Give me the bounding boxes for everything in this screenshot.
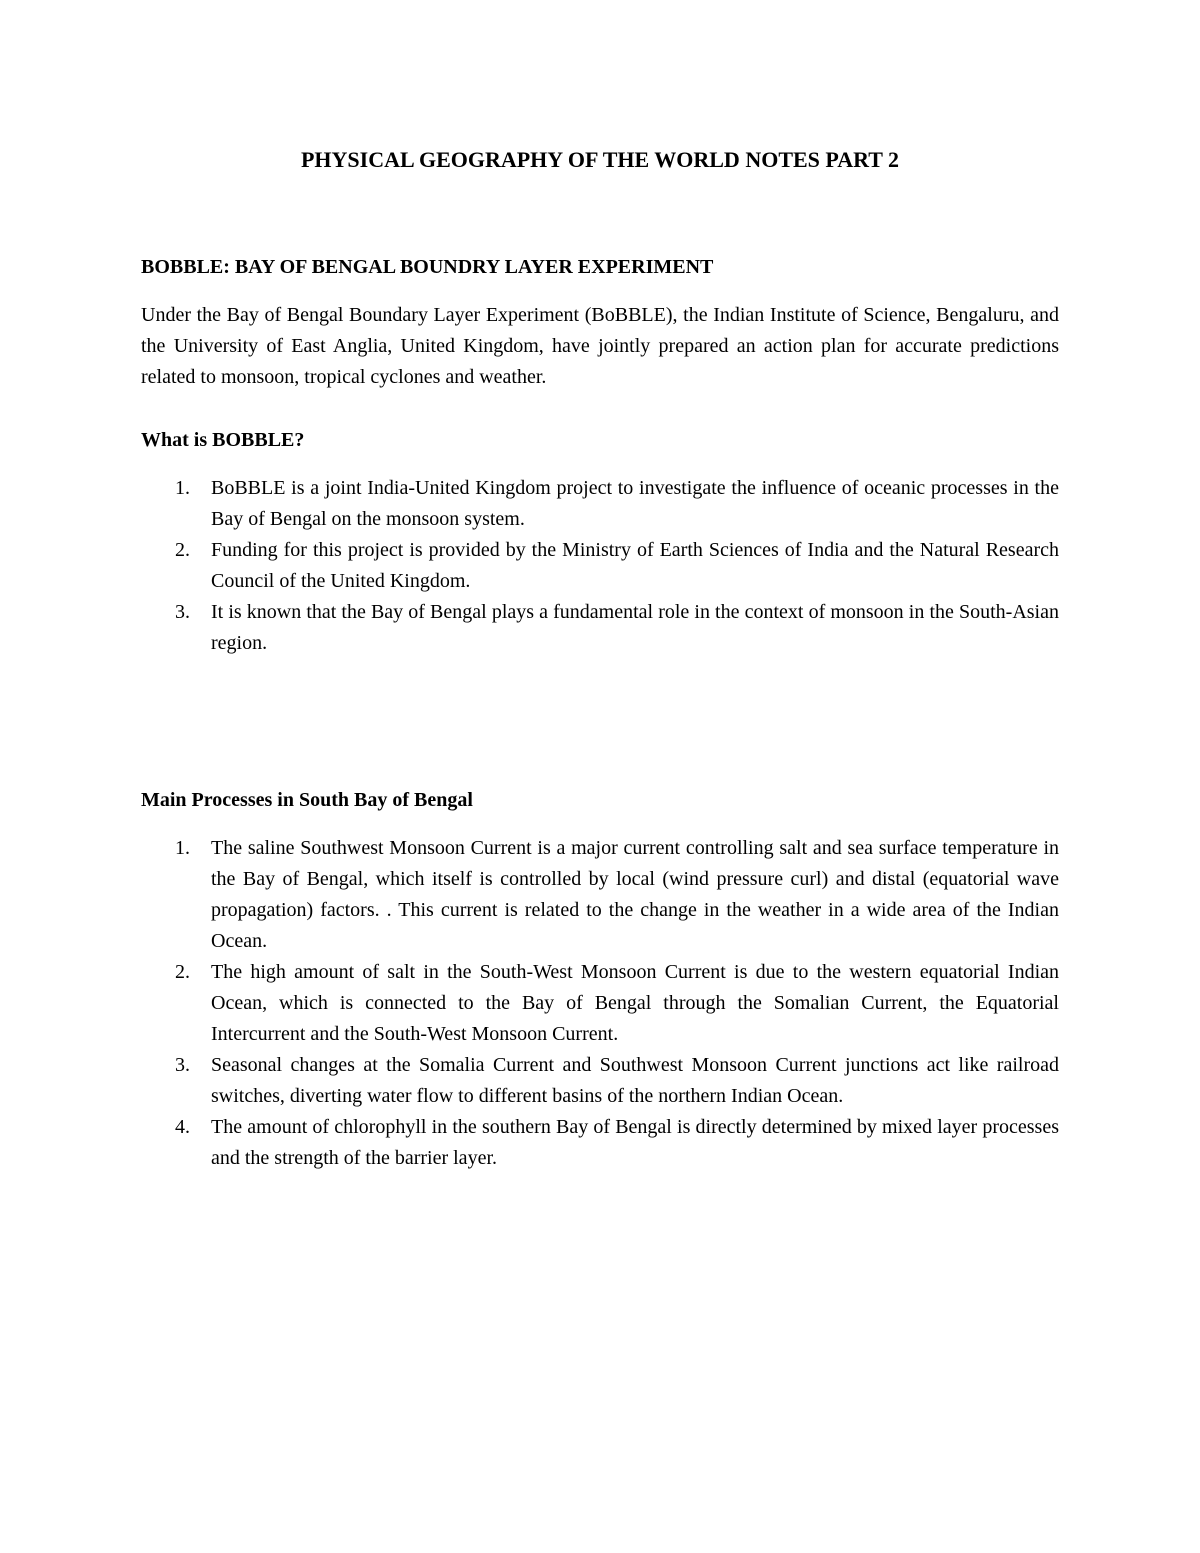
document-body [141,146,1059,1174]
list-item-text: The amount of chlorophyll in the southern Bay of Bengal is directly determined by mixed layer processes and the strength of the barrier layer. [211,1116,1059,1169]
document-title: PHYSICAL GEOGRAPHY OF THE WORLD NOTES PART 2 [300,147,899,172]
main-processes-list [141,833,1059,1174]
list-item [141,1112,1059,1174]
list-item [141,473,1059,535]
what-is-bobble-list [141,473,1059,659]
list-item [141,957,1059,1050]
list-item [141,535,1059,597]
list-item-text: Seasonal changes at the Somalia Current and Southwest Monsoon Current junctions act like railroad switches, diverting water flow to different basins of the northern Indian Ocean. [211,1054,1059,1107]
list-item-text: It is known that the Bay of Bengal plays a fundamental role in the context of monsoon in the South-Asian region. [211,601,1059,654]
list-item-number: 2. [175,539,190,561]
list-item-text: The saline Southwest Monsoon Current is a major current controlling salt and sea surface temperature in the Bay of Bengal, which itself is controlled by local (wind pressure curl) and distal (equatorial wave propagation) factors. . This current is related to the change in the weather in a wide area of the Indian Ocean. [211,837,1059,952]
list-item [141,1050,1059,1112]
list-item-text: Funding for this project is provided by the Ministry of Earth Sciences of India and the Natural Research Council of the United Kingdom. [211,539,1059,592]
list-item-number: 1. [175,477,190,499]
list-item [141,833,1059,957]
section-heading-main-processes: Main Processes in South Bay of Bengal [141,789,473,811]
section-heading-bobble: BOBBLE: BAY OF BENGAL BOUNDRY LAYER EXPERIMENT [141,256,714,278]
list-item-number: 4. [175,1116,190,1138]
list-item-number: 1. [175,837,190,859]
list-item-number: 3. [175,1054,190,1076]
list-item [141,597,1059,659]
list-item-text: The high amount of salt in the South-West Monsoon Current is due to the western equatorial Indian Ocean, which is connected to the Bay of Bengal through the Somalian Current, the Equatorial Intercurrent and the South-West Monsoon Current. [211,961,1059,1045]
intro-paragraph: Under the Bay of Bengal Boundary Layer Experiment (BoBBLE), the Indian Institute of Science, Bengaluru, and the University of East Anglia, United Kingdom, have jointly prepared an action plan for accurate predictions related to monsoon, tropical cyclones and weather. [141,304,1059,388]
list-item-text: BoBBLE is a joint India-United Kingdom project to investigate the influence of oceanic processes in the Bay of Bengal on the monsoon system. [211,477,1059,530]
section-heading-what-is-bobble: What is BOBBLE? [141,429,305,451]
list-item-number: 3. [175,601,190,623]
list-item-number: 2. [175,961,190,983]
